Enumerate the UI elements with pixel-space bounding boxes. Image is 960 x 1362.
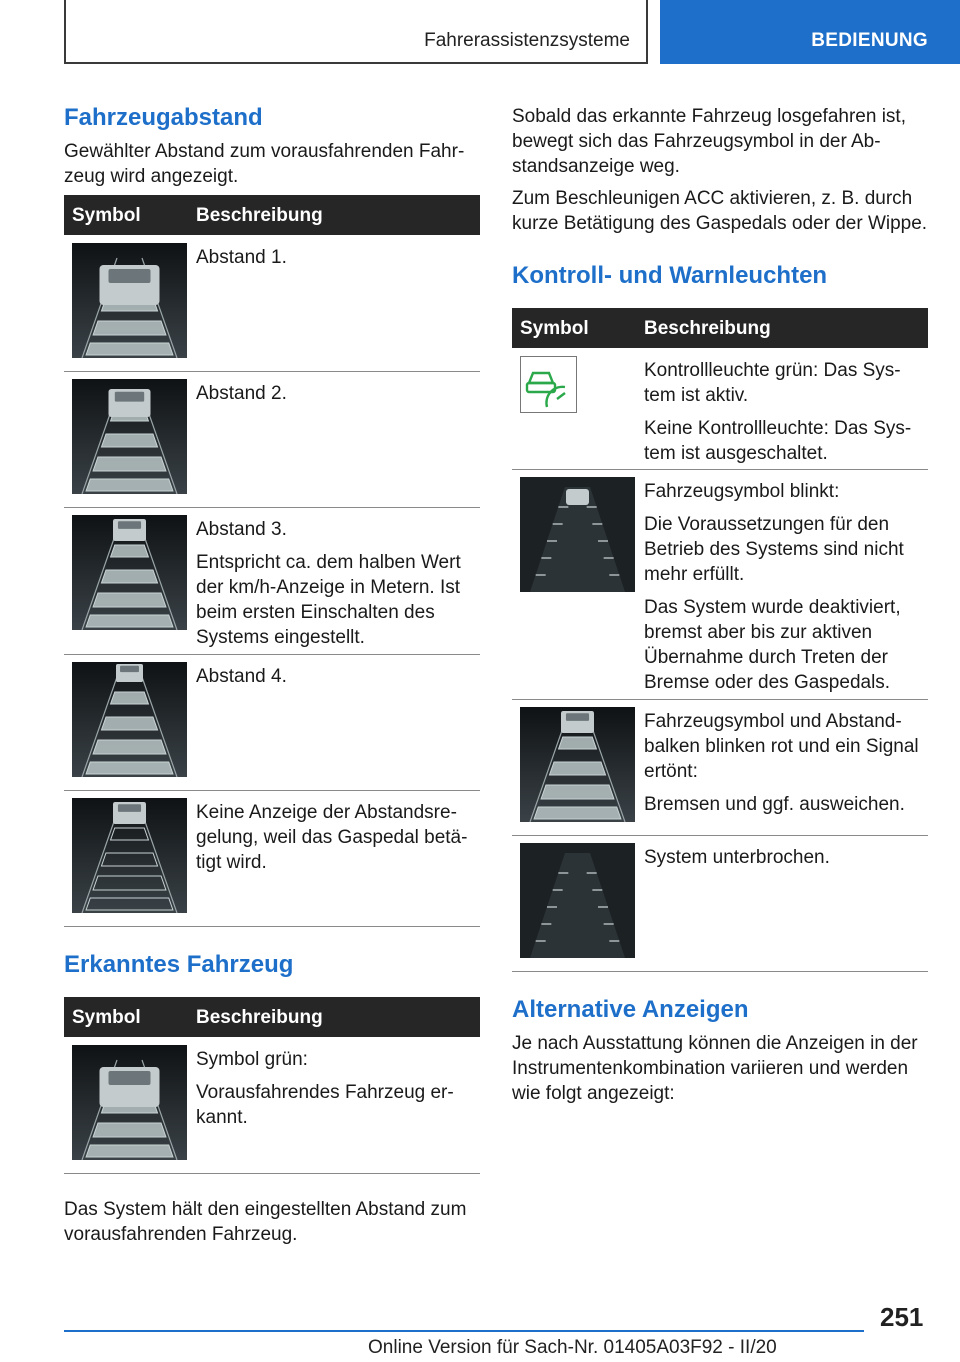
header-section-title: Fahrerassistenzsysteme — [424, 30, 630, 51]
heading-fahrzeugabstand: Fahrzeugabstand — [64, 104, 263, 131]
distance-display-icon — [72, 379, 187, 494]
footer-text: Online Version für Sach-Nr. 01405A03F92 - II/20 — [368, 1337, 777, 1358]
intro-text: Gewählter Abstand zum vorausfahrenden Fahr-zeug wird angezeigt. — [64, 141, 465, 187]
table-row — [64, 790, 480, 927]
heading-kontroll-warnleuchten: Kontroll- und Warnleuchten — [512, 262, 828, 289]
table-row — [64, 235, 480, 372]
table-row — [512, 348, 928, 470]
distance-display-icon — [72, 662, 187, 777]
row-description — [644, 709, 924, 825]
row-description — [196, 517, 476, 658]
car-gauge-icon — [521, 357, 576, 412]
table-row — [64, 507, 480, 655]
paragraph-3: Je nach Ausstattung können die Anzeigen in der Instrumentenkombination variieren und werden wie folgt angezeigt: — [512, 1033, 918, 1104]
warning-vehicle-image — [520, 707, 635, 822]
header-chapter-tab[interactable] — [660, 0, 960, 64]
description-line: Keine Anzeige der Abstandsre-gelung, weil das Gaspedal betä-tigt wird. — [196, 802, 468, 873]
blinking-vehicle-image — [520, 477, 635, 592]
row-description — [196, 800, 476, 883]
table-header-symbol: Symbol — [520, 318, 589, 339]
table-header-description: Beschreibung — [196, 1007, 323, 1028]
page-number: 251 — [880, 1302, 924, 1332]
table-header — [64, 997, 480, 1037]
distance-display-icon — [72, 1045, 187, 1160]
outro-text: Das System hält den eingestellten Abstand zum vorausfahrenden Fahrzeug. — [64, 1199, 467, 1245]
description-line: Die Voraussetzungen für den Betrieb des Systems sind nicht mehr erfüllt. — [644, 514, 904, 585]
heading-alternative-anzeigen: Alternative Anzeigen — [512, 996, 749, 1023]
paragraph-2: Zum Beschleunigen ACC aktivieren, z. B. durch kurze Betätigung des Gaspedals oder der Wippe. — [512, 188, 928, 234]
description-line: Symbol grün: — [196, 1049, 308, 1070]
row-description — [644, 479, 924, 703]
row-description — [196, 664, 476, 697]
distance-display-icon — [520, 707, 635, 822]
row-description — [196, 1047, 476, 1138]
footer-divider — [64, 1330, 864, 1332]
description-line: Bremsen und ggf. ausweichen. — [644, 794, 905, 815]
description-line: Abstand 1. — [196, 247, 287, 268]
table-header-description: Beschreibung — [644, 318, 771, 339]
distance-symbol-image — [72, 379, 187, 494]
acc-indicator-icon — [520, 356, 577, 413]
distance-display-icon — [72, 243, 187, 358]
vehicle-symbol-icon — [520, 843, 635, 958]
table-row — [512, 835, 928, 972]
vehicle-symbol-icon — [520, 477, 635, 592]
distance-symbol-image — [72, 798, 187, 913]
table-header-description: Beschreibung — [196, 205, 323, 226]
description-line: Abstand 2. — [196, 383, 287, 404]
header-section-box — [64, 0, 648, 64]
description-line: Kontrollleuchte grün: Das Sys-tem ist aktiv. — [644, 360, 901, 406]
row-description — [644, 358, 924, 474]
description-line: Entspricht ca. dem halben Wert der km/h-Anzeige in Metern. Ist beim ersten Einschalten des Systems eingestellt. — [196, 552, 461, 648]
row-description — [644, 845, 924, 878]
table-row — [512, 699, 928, 836]
interrupted-image — [520, 843, 635, 958]
table-header-symbol: Symbol — [72, 205, 141, 226]
row-description — [196, 245, 476, 278]
description-line: Fahrzeugsymbol und Abstand-balken blinken rot und ein Signal ertönt: — [644, 711, 919, 782]
distance-symbol-image — [72, 515, 187, 630]
description-line: Vorausfahrendes Fahrzeug er-kannt. — [196, 1082, 454, 1128]
table-header-symbol: Symbol — [72, 1007, 141, 1028]
description-line: Fahrzeugsymbol blinkt: — [644, 481, 840, 502]
description-line: Keine Kontrollleuchte: Das Sys-tem ist ausgeschaltet. — [644, 418, 912, 464]
detected-vehicle-image — [72, 1045, 187, 1160]
distance-symbol-image — [72, 662, 187, 777]
header-chapter-label: BEDIENUNG — [811, 30, 928, 51]
table-row — [64, 654, 480, 791]
heading-erkanntes-fahrzeug: Erkanntes Fahrzeug — [64, 951, 294, 978]
table-header — [512, 308, 928, 348]
description-line: Abstand 3. — [196, 519, 287, 540]
table-header — [64, 195, 480, 235]
distance-symbol-image — [72, 243, 187, 358]
row-description — [196, 381, 476, 414]
description-line: Das System wurde deaktiviert, bremst aber bis zur aktiven Übernahme durch Treten der Bremse oder des Gaspedals. — [644, 597, 901, 693]
table-row — [64, 1037, 480, 1174]
distance-display-icon — [72, 798, 187, 913]
paragraph-1: Sobald das erkannte Fahrzeug losgefahren ist, bewegt sich das Fahrzeugsymbol in der Ab-standsanzeige weg. — [512, 106, 906, 177]
description-line: System unterbrochen. — [644, 847, 830, 868]
table-row — [64, 371, 480, 508]
table-row — [512, 469, 928, 700]
description-line: Abstand 4. — [196, 666, 287, 687]
distance-display-icon — [72, 515, 187, 630]
